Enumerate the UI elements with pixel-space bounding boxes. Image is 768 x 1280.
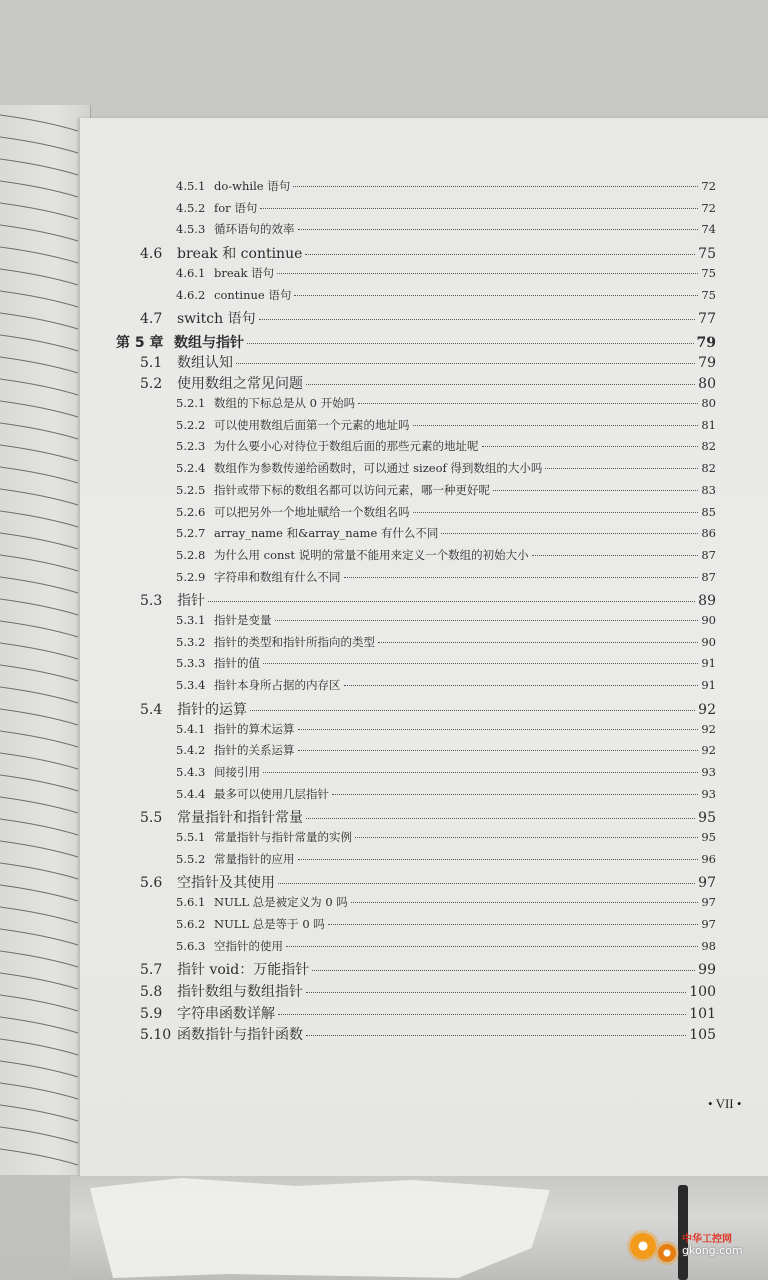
dot-leader — [298, 859, 699, 860]
toc-entry-title: 指针 void：万能指针 — [177, 962, 310, 979]
toc-entry-title: 使用数组之常见问题 — [177, 376, 303, 393]
toc-entry-number: 第 5 章 — [116, 334, 164, 351]
toc-entry-page: 79 — [696, 334, 716, 351]
toc-entry-number: 5.7 — [140, 962, 163, 979]
toc-entry — [176, 655, 716, 671]
toc-entry-title: 空指针的使用 — [214, 938, 283, 953]
toc-entry-number: 5.5.2 — [176, 851, 206, 866]
toc-entry-title: 指针的类型和指针所指向的类型 — [214, 634, 375, 649]
toc-entry-number: 5.3.2 — [176, 634, 206, 649]
toc-entry-number: 5.4.3 — [176, 764, 206, 779]
toc-entry-title: 为什么用 const 说明的常量不能用来定义一个数组的初始大小 — [214, 547, 529, 562]
toc-entry-page: 75 — [701, 265, 716, 280]
page-edge-line — [0, 1061, 78, 1077]
toc-entry — [140, 308, 716, 328]
toc-entry-number: 5.1 — [140, 354, 163, 371]
dot-leader — [278, 1014, 686, 1015]
gear-small-icon — [658, 1244, 676, 1262]
toc-entry-number: 5.2.7 — [176, 526, 206, 541]
toc-entry — [140, 590, 716, 610]
dot-leader — [259, 319, 696, 320]
toc-entry-title: 可以使用数组后面第一个元素的地址吗 — [214, 417, 410, 432]
toc-entry — [176, 547, 716, 563]
toc-entry-number: 4.6.1 — [176, 265, 206, 280]
toc-entry-number: 4.6.2 — [176, 287, 206, 302]
toc-entry-page: 80 — [701, 396, 716, 410]
toc-entry-number: 5.2 — [140, 376, 163, 393]
toc-entry-page: 80 — [698, 376, 716, 393]
dot-leader — [545, 468, 698, 469]
toc-entry-number: 5.2.9 — [176, 569, 206, 584]
dot-leader — [306, 992, 686, 993]
page-edge-line — [0, 489, 78, 505]
toc-entry-title: break 和 continue — [177, 246, 303, 263]
toc-entry-page: 82 — [701, 461, 716, 476]
dot-leader — [344, 685, 699, 686]
toc-entry-title: NULL 总是被定义为 0 吗 — [214, 895, 348, 910]
page-edge-line — [0, 445, 78, 461]
toc-entry-page: 75 — [698, 246, 716, 263]
toc-entry-title: 可以把另外一个地址赋给一个数组名吗 — [214, 504, 410, 519]
toc-entry-number: 5.6.2 — [176, 916, 206, 931]
toc-entry-number: 5.6.1 — [176, 895, 206, 910]
toc-entry-number: 5.4.1 — [176, 721, 206, 736]
dot-leader — [306, 1035, 686, 1036]
page-edge-line — [0, 577, 78, 593]
toc-entry-page: 86 — [701, 526, 716, 541]
page-edge-line — [0, 687, 78, 703]
toc-entry-title: 函数指针与指针函数 — [177, 1027, 303, 1044]
toc-entry-page: 101 — [689, 1005, 716, 1022]
page-edge-line — [0, 709, 78, 725]
dot-leader — [378, 642, 698, 643]
page-edge-line — [0, 951, 78, 967]
dot-leader — [493, 490, 698, 491]
page-edge-line — [0, 357, 78, 373]
toc-entry-title: 数组与指针 — [174, 334, 244, 351]
page-edge-line — [0, 313, 78, 329]
book-page — [80, 118, 768, 1176]
toc-entry-page: 97 — [701, 916, 716, 931]
toc-entry-page: 75 — [701, 287, 716, 302]
toc-entry-number: 5.2.5 — [176, 482, 206, 497]
toc-entry-page: 72 — [701, 200, 716, 215]
page-edge-line — [0, 137, 78, 153]
toc-entry-title: continue 语句 — [214, 287, 292, 302]
dot-leader — [250, 710, 695, 711]
toc-entry-page: 89 — [698, 593, 716, 610]
dot-leader — [275, 620, 699, 621]
toc-entry-title: do-while 语句 — [214, 179, 291, 193]
toc-entry-title: 间接引用 — [214, 764, 260, 779]
toc-entry-number: 5.5 — [140, 810, 163, 827]
toc-entry-page: 87 — [701, 569, 716, 584]
toc-entry-number: 5.4.4 — [176, 786, 206, 801]
toc-entry-number: 5.6 — [140, 875, 163, 892]
toc-entry-title: 指针的算术运算 — [214, 721, 295, 736]
page-edge-line — [0, 1149, 78, 1165]
page-edge-line — [0, 533, 78, 549]
page-edge-line — [0, 423, 78, 439]
paper-tissue — [90, 1178, 550, 1278]
toc-entry-page: 74 — [701, 222, 716, 237]
toc-entry-number: 4.5.1 — [176, 179, 206, 193]
toc-entry-page: 95 — [701, 830, 716, 844]
dot-leader — [278, 883, 695, 884]
toc-entry-page: 91 — [701, 656, 716, 671]
toc-entry-title: 字符串函数详解 — [177, 1005, 275, 1022]
toc-entry-page: 72 — [701, 179, 716, 193]
page-edge-line — [0, 665, 78, 681]
toc-entry-number: 5.3.4 — [176, 678, 206, 693]
page-edge-line — [0, 1039, 78, 1055]
dot-leader — [312, 970, 695, 971]
page-edge-line — [0, 247, 78, 263]
toc-entry-title: 指针的运算 — [177, 701, 247, 718]
toc-entry-page: 92 — [701, 743, 716, 758]
toc-entry — [176, 916, 716, 932]
toc-entry — [176, 742, 716, 758]
dot-leader — [277, 273, 698, 274]
dot-leader — [286, 946, 698, 947]
toc-entry-title: 循环语句的效率 — [214, 222, 295, 237]
dot-leader — [236, 363, 695, 364]
toc-entry-number: 5.2.2 — [176, 417, 206, 432]
toc-entry — [176, 525, 716, 541]
dot-leader — [298, 229, 699, 230]
toc-entry — [176, 482, 716, 498]
page-edge-line — [0, 203, 78, 219]
toc-entry-title: 最多可以使用几层指针 — [214, 786, 329, 801]
toc-entry — [176, 438, 716, 454]
dot-leader — [294, 295, 698, 296]
dot-leader — [355, 837, 698, 838]
dot-leader — [441, 533, 698, 534]
toc-entry — [176, 460, 716, 476]
dot-leader — [263, 772, 698, 773]
toc-entry — [140, 373, 716, 393]
toc-entry — [140, 981, 716, 1001]
dot-leader — [413, 425, 699, 426]
page-edge-line — [0, 225, 78, 241]
page-edge-line — [0, 775, 78, 791]
toc-entry — [176, 677, 716, 693]
toc-entry-title: switch 语句 — [177, 311, 256, 328]
page-edge-line — [0, 291, 78, 307]
toc-entry — [176, 829, 716, 845]
toc-entry-number: 5.2.6 — [176, 504, 206, 519]
page-edge-line — [0, 379, 78, 395]
toc-entry-number: 5.3.3 — [176, 656, 206, 671]
toc-entry-title: 字符串和数组有什么不同 — [214, 569, 341, 584]
toc-entry-number: 5.3 — [140, 593, 163, 610]
toc-entry-number: 5.3.1 — [176, 613, 206, 627]
toc-entry-title: 指针本身所占据的内存区 — [214, 678, 341, 693]
toc-entry-title: 指针数组与数组指针 — [177, 983, 303, 1000]
toc-entry — [176, 395, 716, 411]
toc-entry-page: 85 — [701, 504, 716, 519]
dot-leader — [305, 254, 695, 255]
toc-entry — [176, 221, 716, 237]
toc-entry — [176, 634, 716, 650]
page-edge-line — [0, 841, 78, 857]
dot-leader — [332, 794, 698, 795]
page-edge-line — [0, 467, 78, 483]
toc-entry-page: 81 — [701, 417, 716, 432]
toc-entry-page: 90 — [701, 613, 716, 627]
page-edge-line — [0, 159, 78, 175]
book-binding — [0, 105, 91, 1175]
page-edge-line — [0, 797, 78, 813]
toc-entry — [176, 764, 716, 780]
dot-leader — [298, 729, 699, 730]
watermark-url: gkong.com — [682, 1244, 743, 1258]
dot-leader — [247, 343, 694, 344]
dot-leader — [532, 555, 699, 556]
toc-entry-number: 5.2.1 — [176, 396, 206, 410]
toc-entry-page: 90 — [701, 634, 716, 649]
page-edge-line — [0, 1083, 78, 1099]
toc-entry-page: 91 — [701, 678, 716, 693]
page-edge-line — [0, 819, 78, 835]
toc-entry-number: 4.5.3 — [176, 222, 206, 237]
toc-entry-page: 83 — [701, 482, 716, 497]
toc-entry-title: NULL 总是等于 0 吗 — [214, 916, 325, 931]
toc-entry — [140, 699, 716, 719]
toc-entry — [140, 872, 716, 892]
page-edge-line — [0, 929, 78, 945]
toc-entry — [176, 938, 716, 954]
toc-entry-page: 96 — [701, 851, 716, 866]
toc-entry-number: 4.7 — [140, 311, 163, 328]
binding-page-edges — [0, 105, 90, 1175]
dot-leader — [306, 384, 695, 385]
page-edge-line — [0, 863, 78, 879]
toc-entry-page: 95 — [698, 810, 716, 827]
toc-entry-title: 常量指针与指针常量的实例 — [214, 830, 352, 844]
page-edge-line — [0, 555, 78, 571]
page-edge-line — [0, 335, 78, 351]
toc-entry — [176, 894, 716, 910]
toc-entry-page: 79 — [698, 354, 716, 371]
toc-entry-page: 100 — [689, 983, 716, 1000]
dot-leader — [328, 924, 699, 925]
page-edge-line — [0, 269, 78, 285]
toc-entry — [176, 851, 716, 867]
toc-entry — [176, 417, 716, 433]
toc-entry — [176, 178, 716, 194]
dot-leader — [358, 403, 698, 404]
toc-entry-title: for 语句 — [214, 200, 258, 215]
toc-entry-page: 93 — [701, 786, 716, 801]
toc-entry-title: 空指针及其使用 — [177, 875, 275, 892]
page-edge-line — [0, 907, 78, 923]
dot-leader — [344, 577, 699, 578]
page-edge-line — [0, 643, 78, 659]
gear-icon — [630, 1233, 656, 1259]
dot-leader — [263, 663, 698, 664]
toc-entry-page: 92 — [701, 721, 716, 736]
toc-entry-title: 常量指针的应用 — [214, 851, 295, 866]
page-edge-line — [0, 115, 78, 131]
toc-entry-page: 99 — [698, 962, 716, 979]
dot-leader — [413, 512, 699, 513]
page-edge-line — [0, 973, 78, 989]
toc-entry-number: 5.2.4 — [176, 461, 206, 476]
toc-entry — [140, 807, 716, 827]
toc-entry-title: 指针或带下标的数组名都可以访问元素，哪一种更好呢 — [214, 482, 490, 497]
dot-leader — [293, 186, 698, 187]
toc-entry-number: 5.5.1 — [176, 830, 206, 844]
toc-entry — [140, 243, 716, 263]
toc-entry-title: 数组作为参数传递给函数时，可以通过 sizeof 得到数组的大小吗 — [214, 461, 543, 476]
page-edge-line — [0, 885, 78, 901]
toc-entry-page: 105 — [689, 1027, 716, 1044]
toc-entry-number: 5.2.8 — [176, 547, 206, 562]
toc-entry-page: 77 — [698, 311, 716, 328]
toc-entry — [176, 721, 716, 737]
toc-entry-title: 指针是变量 — [214, 613, 272, 627]
toc-entry — [140, 1024, 716, 1044]
toc-entry-number: 5.4.2 — [176, 743, 206, 758]
toc-entry-title: 指针的关系运算 — [214, 743, 295, 758]
page-edge-line — [0, 599, 78, 615]
page-edge-line — [0, 401, 78, 417]
dot-leader — [306, 818, 695, 819]
toc-entry-number: 5.9 — [140, 1005, 163, 1022]
toc-entry-title: 数组认知 — [177, 354, 233, 371]
toc-entry-title: 指针 — [177, 593, 205, 610]
page-edge-line — [0, 1127, 78, 1143]
page-edge-line — [0, 731, 78, 747]
dot-leader — [482, 446, 699, 447]
toc-entry — [140, 1003, 716, 1023]
toc-entry — [176, 200, 716, 216]
toc-entry-page: 98 — [701, 938, 716, 953]
toc-entry — [176, 786, 716, 802]
page-edge-line — [0, 621, 78, 637]
toc-entry — [140, 959, 716, 979]
toc-entry — [176, 287, 716, 303]
toc-entry-page: 92 — [698, 701, 716, 718]
toc-entry — [176, 504, 716, 520]
toc-entry-title: 为什么要小心对待位于数组后面的那些元素的地址呢 — [214, 439, 479, 454]
toc-entry-page: 93 — [701, 764, 716, 779]
toc-entry-title: 指针的值 — [214, 656, 260, 671]
page-edge-line — [0, 511, 78, 527]
page-edge-line — [0, 753, 78, 769]
watermark-logo — [630, 1220, 768, 1272]
dot-leader — [298, 750, 699, 751]
toc-entry-title: 常量指针和指针常量 — [177, 810, 303, 827]
toc-entry-number: 5.10 — [140, 1027, 172, 1044]
dot-leader — [208, 601, 695, 602]
toc-entry-number: 5.4 — [140, 701, 163, 718]
watermark-text — [682, 1234, 743, 1257]
toc-entry-page: 87 — [701, 547, 716, 562]
watermark-site-name: 中华工控网 — [682, 1234, 732, 1246]
toc-entry-number: 5.6.3 — [176, 938, 206, 953]
toc-entry — [116, 332, 716, 352]
toc-entry — [176, 265, 716, 281]
toc-entry — [176, 569, 716, 585]
page-edge-line — [0, 995, 78, 1011]
toc-entry-title: break 语句 — [214, 265, 275, 280]
dot-leader — [260, 208, 698, 209]
page-folio: • VII • — [708, 1096, 742, 1111]
toc-entry — [176, 612, 716, 628]
toc-entry — [140, 352, 716, 372]
toc-entry-number: 4.6 — [140, 246, 163, 263]
toc-entry-page: 82 — [701, 439, 716, 454]
toc-entry-page: 97 — [701, 895, 716, 910]
toc-entry-title: array_name 和&array_name 有什么不同 — [214, 526, 439, 541]
toc-entry-number: 5.2.3 — [176, 439, 206, 454]
page-edge-line — [0, 1017, 78, 1033]
page-edge-line — [0, 1105, 78, 1121]
toc-entry-page: 97 — [698, 875, 716, 892]
toc-entry-number: 5.8 — [140, 983, 163, 1000]
dot-leader — [351, 902, 699, 903]
toc-entry-title: 数组的下标总是从 0 开始吗 — [214, 396, 356, 410]
page-edge-line — [0, 181, 78, 197]
toc-entry-number: 4.5.2 — [176, 200, 206, 215]
